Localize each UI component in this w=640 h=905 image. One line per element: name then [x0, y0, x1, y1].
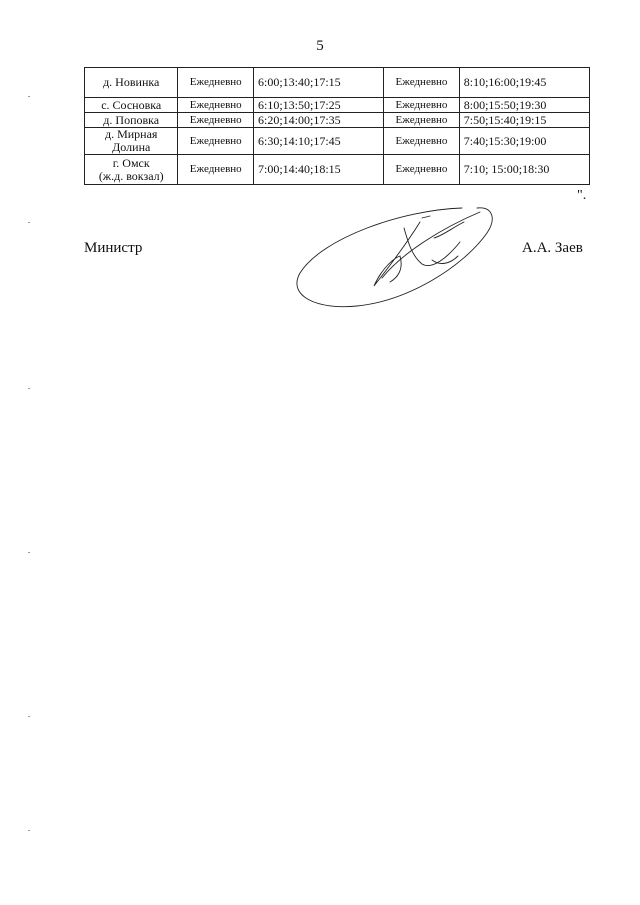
days-out-cell: Ежедневно: [178, 113, 254, 128]
stop-cell: [85, 128, 178, 155]
days-out-cell: Ежедневно: [178, 68, 254, 98]
stop-cell: д. Новинка: [85, 68, 178, 98]
times-back-cell: 8:10;16:00;19:45: [459, 68, 589, 98]
days-back-cell: Ежедневно: [384, 128, 460, 155]
scan-artifact: [28, 830, 30, 831]
closing-quote: ".: [577, 188, 587, 203]
stop-line-2: Долина: [112, 140, 151, 154]
times-out-cell: 6:20;14:00;17:35: [254, 113, 384, 128]
scan-artifact: [28, 222, 30, 223]
stop-cell: с. Сосновка: [85, 98, 178, 113]
scan-artifact: [28, 96, 30, 97]
stop-cell: д. Поповка: [85, 113, 178, 128]
page-number: 5: [316, 38, 324, 54]
days-back-cell: Ежедневно: [384, 155, 460, 185]
schedule-table: [84, 67, 590, 185]
times-back-cell: 7:10; 15:00;18:30: [459, 155, 589, 185]
stop-line-1: д. Мирная: [104, 127, 158, 141]
times-out-cell: 7:00;14:40;18:15: [254, 155, 384, 185]
days-out-cell: Ежедневно: [178, 155, 254, 185]
days-back-cell: Ежедневно: [384, 113, 460, 128]
times-out-cell: 6:00;13:40;17:15: [254, 68, 384, 98]
times-out-cell: 6:10;13:50;17:25: [254, 98, 384, 113]
scan-artifact: [28, 552, 30, 553]
days-back-cell: Ежедневно: [384, 68, 460, 98]
days-out-cell: Ежедневно: [178, 98, 254, 113]
handwritten-signature: [282, 198, 502, 316]
days-back-cell: Ежедневно: [384, 98, 460, 113]
stop-cell: [85, 155, 178, 185]
times-back-cell: 7:50;15:40;19:15: [459, 113, 589, 128]
days-out-cell: Ежедневно: [178, 128, 254, 155]
times-back-cell: 8:00;15:50;19:30: [459, 98, 589, 113]
table-row: [85, 68, 590, 98]
times-back-cell: 7:40;15:30;19:00: [459, 128, 589, 155]
stop-line-1: г. Омск: [112, 155, 150, 170]
table-row: [85, 98, 590, 113]
stop-line-2: (ж.д. вокзал): [98, 168, 164, 183]
table-row: [85, 113, 590, 128]
times-out-cell: 6:30;14:10;17:45: [254, 128, 384, 155]
scan-artifact: [28, 716, 30, 717]
table-row: [85, 155, 590, 185]
table-row: [85, 128, 590, 155]
signer-title: Министр: [84, 240, 143, 256]
signer-name: А.А. Заев: [522, 240, 583, 256]
scan-artifact: [28, 388, 30, 389]
